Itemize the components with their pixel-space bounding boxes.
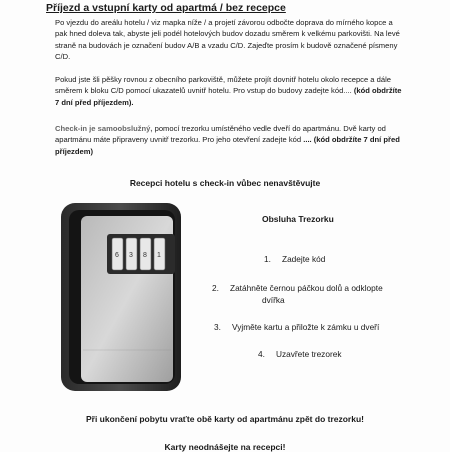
checkin-code-note: .... (kód obdržíte 7 dní před příjezdem): [55, 135, 400, 156]
svg-text:6: 6: [115, 252, 119, 259]
checkin-paragraph: [55, 123, 407, 157]
footer-notice: Karty neodnášejte na recepci!: [164, 442, 286, 452]
step-4: [258, 348, 341, 360]
svg-text:8: 8: [143, 252, 147, 259]
step-text: dvířka: [262, 295, 285, 305]
step-number: 3.: [214, 322, 221, 332]
step-number: 2.: [212, 283, 219, 293]
walking-text: Pokud jste šli pěšky rovnou z obecního parkoviště, můžete projít dovnitř hotelu okolo recepce a dále směrem k bloku C/D pomocí ukazatelů uvnitř hotelu. Pro vstup do budovy zadejte kód....: [55, 75, 392, 96]
no-reception-notice: Recepci hotelu s check-in vůbec nenavštěvujte: [129, 178, 321, 188]
step-text: Uzavřete trezorek: [276, 349, 342, 359]
checkout-notice: Při ukončení pobytu vraťte obě karty od apartmánu zpět do trezorku!: [85, 414, 364, 424]
step-1: [264, 253, 325, 265]
key-lockbox-image: [55, 200, 185, 395]
walking-paragraph: [55, 74, 407, 108]
step-2-continued: [262, 294, 285, 306]
svg-text:1: 1: [157, 252, 161, 259]
directions-text: Po vjezdu do areálu hotelu / viz mapka níže / a projetí závorou odbočte doprava do mírného kopce a pak hned doleva tak, abyste jeli podél hotelových budov dozadu směrem k velkému parkovišti. Na levé straně na budovách je označení budov A/B a vzadu C/D. Zajeďte prosím k budově označené písmeny C/D.: [55, 18, 400, 62]
page-title: Příjezd a vstupní karty od apartmá / bez recepce: [46, 2, 286, 14]
checkin-lead: Check-in je samoobslužný,: [55, 124, 153, 133]
step-2: [212, 282, 383, 294]
checkin-text: pomocí trezorku umístěného vedle dveří do apartmánu. Dvě karty od apartmánu máte připraveny uvnitř trezorku. Pro jeho otevření zadejte kód: [55, 124, 386, 145]
svg-text:3: 3: [129, 252, 133, 259]
step-text: Zadejte kód: [282, 254, 326, 264]
directions-paragraph: [55, 17, 407, 63]
step-3: [214, 321, 379, 333]
step-text: Vyjměte kartu a přiložte k zámku u dveří: [232, 322, 380, 332]
step-text: Zatáhněte černou páčkou dolů a odklopte: [230, 283, 383, 293]
code-note: (kód obdržíte 7 dní před příjezdem).: [55, 86, 402, 107]
step-number: 4.: [258, 349, 265, 359]
instructions-title: Obsluha Trezorku: [262, 214, 334, 224]
step-number: 1.: [264, 254, 271, 264]
